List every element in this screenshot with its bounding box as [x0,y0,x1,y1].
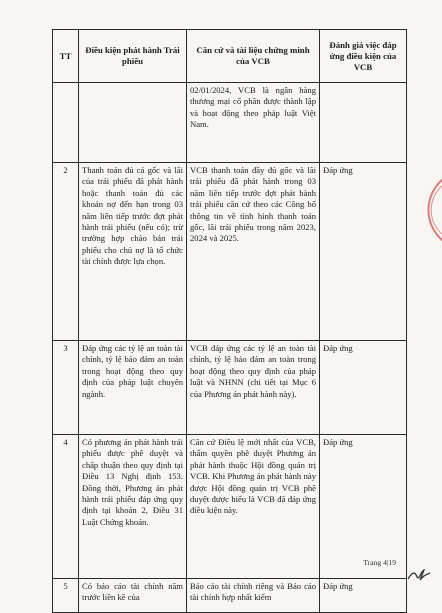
basis-cell: VCB thanh toán đầy đủ gốc và lãi trái phiếu đã phát hành trong 03 năm liên tiếp trước đợt phát hành trái phiếu căn cứ theo các Công bố thông tin về tình hình thanh toán gốc, lãi trái phiếu trong năm 2023, 2024 và 2025. [187,163,320,341]
signature-icon [406,568,432,582]
table-row [53,579,407,613]
row-number [53,83,79,163]
table-row [53,163,407,341]
row-number: 3 [53,341,79,435]
table-row [53,435,407,579]
table-header-row [53,30,407,83]
condition-cell: Thanh toán đủ cả gốc và lãi của trái phiếu đã phát hành hoặc thanh toán đủ các khoản nợ đến hạn trong 03 năm liên tiếp trước đợt phát hành trái phiếu (nếu có); trừ trường hợp chào bán trái phiếu cho chủ nợ là tổ chức tài chính được lựa chọn. [79,163,187,341]
basis-cell: Căn cứ Điều lệ mới nhất của VCB, thẩm quyền phê duyệt Phương án phát hành thuộc Hội đồng quản trị VCB. Khi Phương án phát hành này được Hội đồng quản trị VCB phê duyệt được hiểu là VCB đã đáp ứng điều kiện này. [187,435,320,579]
header-evaluation: Đánh giá việc đáp ứng điều kiện của VCB [320,30,407,83]
header-basis: Căn cứ và tài liệu chứng minh của VCB [187,30,320,83]
evaluation-cell [320,83,407,163]
basis-cell: 02/01/2024, VCB là ngân hàng thương mại cổ phần được thành lập và hoạt động theo pháp luật Việt Nam. [187,83,320,163]
row-number: 5 [53,579,79,613]
table-row [53,341,407,435]
evaluation-cell: Đáp ứng [320,579,407,613]
condition-cell: Có phương án phát hành trái phiếu được phê duyệt và chấp thuận theo quy định tại Điều 13 Nghị định 153. Đồng thời, Phương án phát hành trái phiếu đáp ứng quy định tại khoản 2, Điều 31 Luật Chứng khoán. [79,435,187,579]
evaluation-cell: Đáp ứng [320,435,407,579]
evaluation-cell: Đáp ứng [320,341,407,435]
condition-cell: Có báo cáo tài chính năm trước liền kề của [79,579,187,613]
page-number: Trang 4|19 [363,558,396,567]
evaluation-cell: Đáp ứng [320,163,407,341]
seal-icon [426,170,442,250]
condition-cell: Đáp ứng các tỷ lệ an toàn tài chính, tỷ lệ bảo đảm an toàn trong hoạt động theo quy định của pháp luật chuyên ngành. [79,341,187,435]
table-row [53,83,407,163]
basis-cell: VCB đáp ứng các tỷ lệ an toàn tài chính, tỷ lệ bảo đảm an toàn trong hoạt động theo quy định của pháp luật và NHNN (chi tiết tại Mục 6 của Phương án phát hành này). [187,341,320,435]
header-condition: Điều kiện phát hành Trái phiếu [79,30,187,83]
header-tt: TT [53,30,79,83]
conditions-table [52,29,407,613]
basis-cell: Báo cáo tài chính riêng và Báo cáo tài chính hợp nhất kiểm [187,579,320,613]
row-number: 4 [53,435,79,579]
row-number: 2 [53,163,79,341]
condition-cell [79,83,187,163]
